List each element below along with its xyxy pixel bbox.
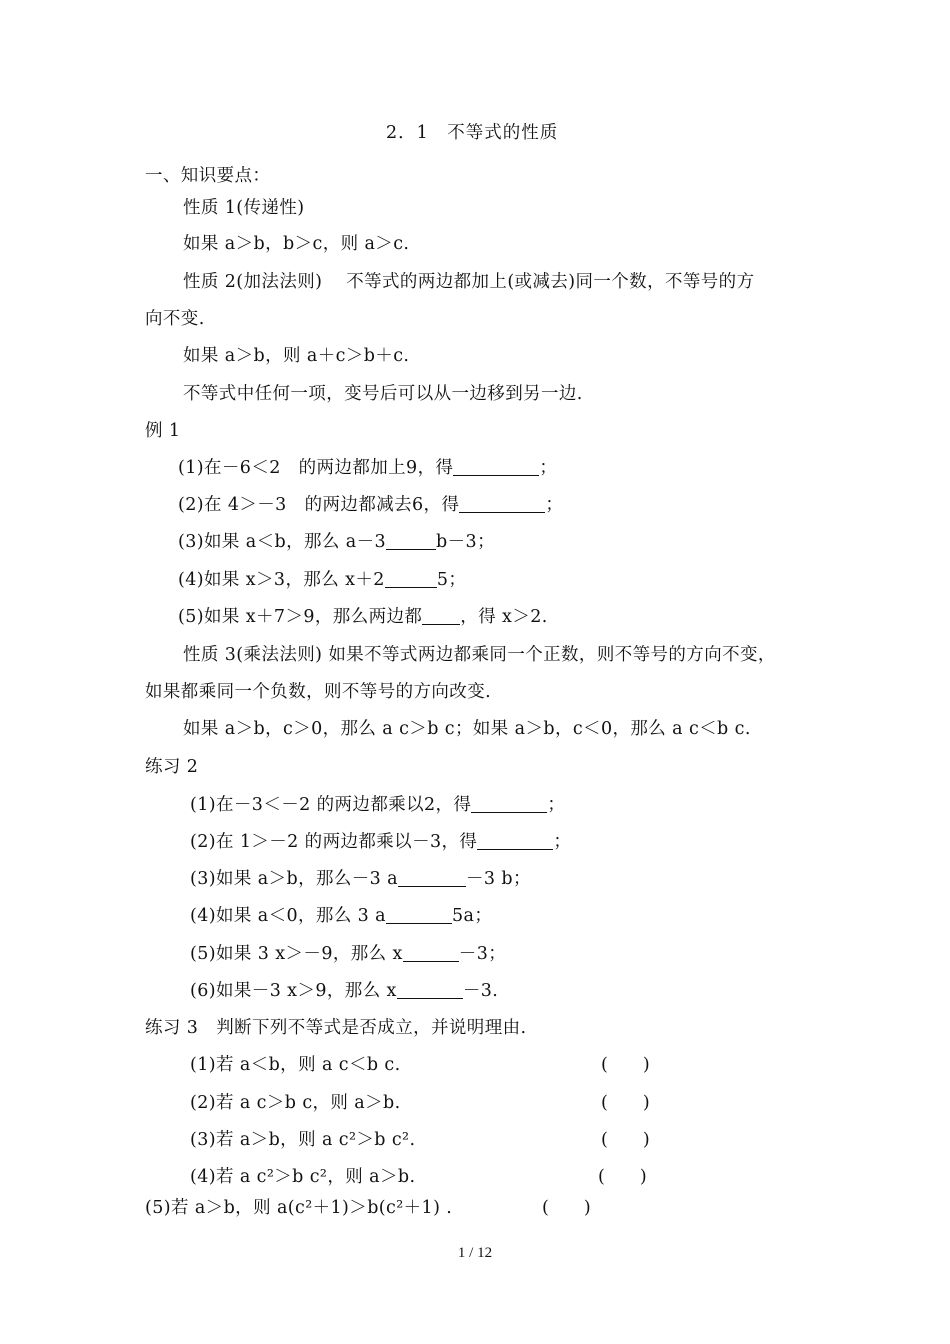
practice-2-item (190, 868, 531, 890)
answer-blank[interactable] (398, 868, 466, 887)
item-text: (4)如果 a＜0，那么 3 a (190, 906, 387, 926)
answer-blank[interactable] (453, 457, 539, 476)
example-1-item (178, 606, 548, 628)
item-suffix: ； (547, 795, 566, 815)
property-1-title: 性质 1(传递性) (183, 198, 305, 218)
item-suffix: ； (539, 458, 558, 478)
item-suffix: －3. (462, 981, 499, 1001)
practice-2-item (190, 794, 565, 816)
judgment-parentheses[interactable]: ( ) (601, 1055, 650, 1075)
property-3-line-2: 如果都乘同一个负数，则不等号的方向改变. (145, 682, 492, 702)
item-text: (5)如果 x＋7＞9，那么两边都 (178, 607, 423, 627)
item-suffix: 5a； (452, 906, 493, 926)
item-text: (1)在－3＜－2 的两边都乘以2，得 (190, 795, 472, 815)
property-2-line-1: 性质 2(加法法则) 不等式的两边都加上(或减去)同一个数，不等号的方 (183, 272, 755, 292)
example-1-item (178, 494, 563, 516)
section-heading: 一、知识要点： (145, 166, 271, 186)
answer-blank[interactable] (386, 905, 452, 924)
practice-2-item (190, 943, 506, 965)
property-2-line-2: 向不变. (145, 309, 205, 329)
practice-2-item (190, 831, 571, 853)
answer-blank[interactable] (459, 494, 545, 513)
practice-3-item: (5)若 a＞b，则 a(c²＋1)＞b(c²＋1) . (145, 1198, 453, 1218)
answer-blank[interactable] (422, 606, 460, 625)
item-text: (5)如果 3 x＞－9，那么 x (190, 944, 403, 964)
practice-3-item: (4)若 a c²＞b c²，则 a＞b. (190, 1167, 416, 1187)
answer-blank[interactable] (477, 831, 553, 850)
item-text: (1)在－6＜2 的两边都加上9，得 (178, 458, 454, 478)
practice-3-title: 练习 3 判断下列不等式是否成立，并说明理由. (145, 1018, 527, 1038)
property-3-content: 如果 a＞b，c＞0，那么 a c＞b c；如果 a＞b，c＜0，那么 a c＜b c. (183, 719, 751, 739)
answer-blank[interactable] (403, 943, 459, 962)
item-text: (3)如果 a＜b，那么 a－3 (178, 532, 387, 552)
practice-2-label: 练习 2 (145, 757, 199, 777)
example-1-item (178, 457, 557, 479)
judgment-parentheses[interactable]: ( ) (601, 1093, 650, 1113)
example-1-label: 例 1 (145, 421, 181, 441)
item-text: (3)如果 a＞b，那么－3 a (190, 869, 399, 889)
example-1-item (178, 569, 466, 591)
item-text: (2)在 4＞－3 的两边都减去6，得 (178, 495, 460, 515)
item-text: (2)在 1＞－2 的两边都乘以－3，得 (190, 832, 478, 852)
item-suffix: －3 b； (466, 869, 531, 889)
practice-2-item (190, 905, 492, 927)
practice-3-item: (1)若 a＜b，则 a c＜b c. (190, 1055, 401, 1075)
page-number: 1 / 12 (457, 1245, 493, 1261)
item-suffix: ，得 x＞2. (460, 607, 548, 627)
answer-blank[interactable] (471, 794, 547, 813)
judgment-parentheses[interactable]: ( ) (598, 1167, 647, 1187)
item-suffix: b－3； (436, 532, 495, 552)
property-2-content: 如果 a＞b，则 a＋c＞b＋c. (183, 346, 410, 366)
item-suffix: ； (553, 832, 572, 852)
practice-2-item (190, 980, 498, 1002)
answer-blank[interactable] (386, 531, 436, 550)
item-suffix: ； (545, 495, 564, 515)
property-2-note: 不等式中任何一项，变号后可以从一边移到另一边. (183, 384, 583, 404)
item-text: (6)如果－3 x＞9，那么 x (190, 981, 397, 1001)
judgment-parentheses[interactable]: ( ) (542, 1198, 591, 1218)
item-suffix: 5； (436, 570, 467, 590)
practice-3-item: (2)若 a c＞b c，则 a＞b. (190, 1093, 401, 1113)
example-1-item (178, 531, 495, 553)
answer-blank[interactable] (385, 569, 437, 588)
item-suffix: －3； (458, 944, 507, 964)
page-title: 2．1 不等式的性质 (386, 123, 559, 143)
property-1-content: 如果 a＞b，b＞c，则 a＞c. (183, 234, 410, 254)
property-3-line-1: 性质 3(乘法法则) 如果不等式两边都乘同一个正数，则不等号的方向不变， (183, 645, 776, 665)
item-text: (4)如果 x＞3，那么 x＋2 (178, 570, 385, 590)
judgment-parentheses[interactable]: ( ) (601, 1130, 650, 1150)
practice-3-item: (3)若 a＞b，则 a c²＞b c². (190, 1130, 416, 1150)
answer-blank[interactable] (397, 980, 463, 999)
